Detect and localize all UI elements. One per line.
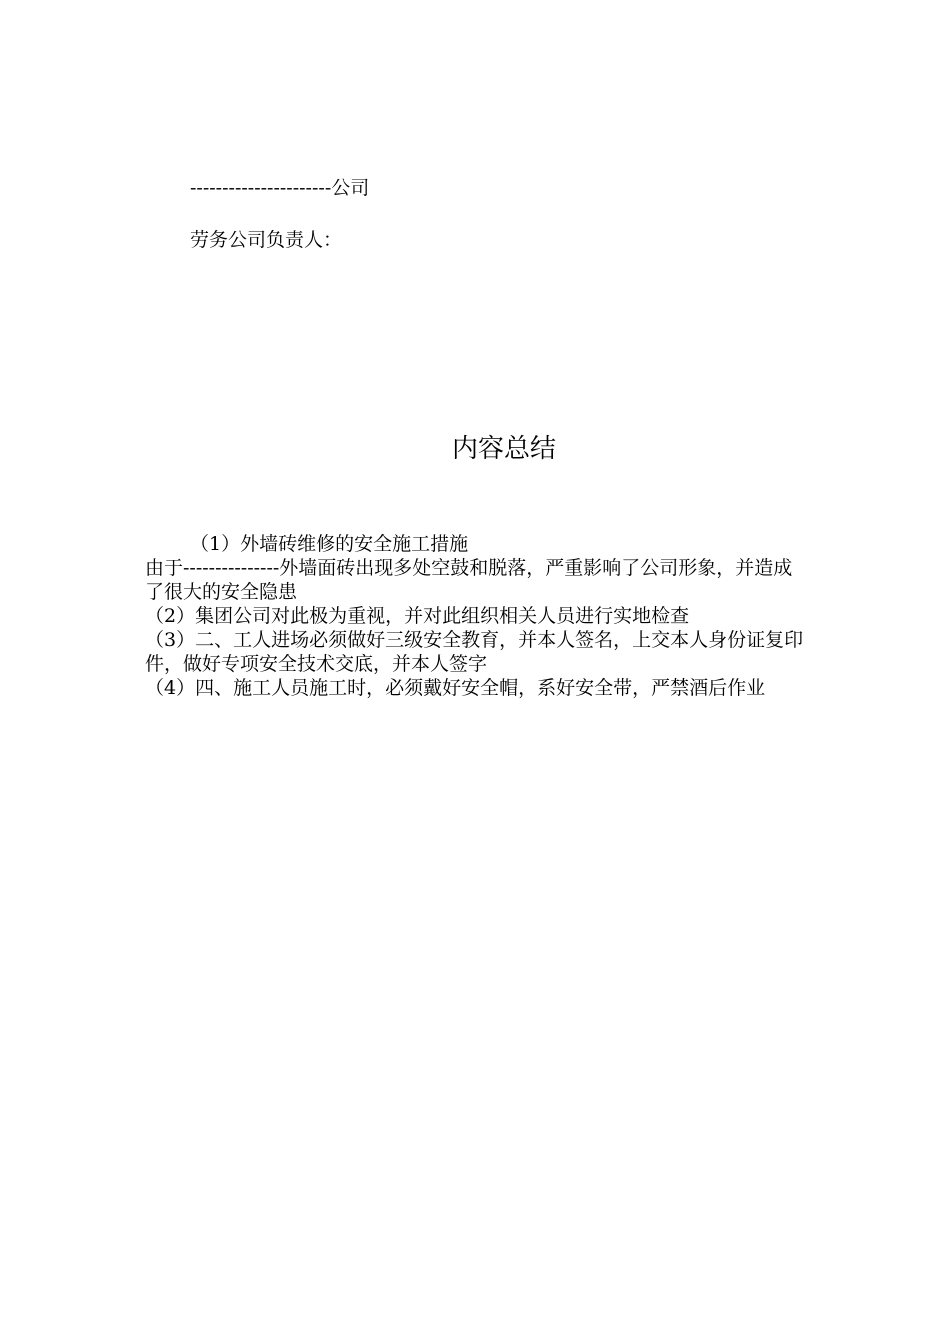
summary-item: （4）四、施工人员施工时，必须戴好安全帽，系好安全带，严禁酒后作业 — [145, 677, 766, 699]
company-line: ----------------------公司 — [190, 177, 370, 199]
summary-item: （3）二、工人进场必须做好三级安全教育，并本人签名，上交本人身份证复印件，做好专项安全技术交底，并本人签字 — [145, 629, 804, 675]
summary-body — [145, 532, 805, 700]
summary-item: （2）集团公司对此极为重视，并对此组织相关人员进行实地检查 — [145, 605, 690, 627]
summary-item: （1）外墙砖维修的安全施工措施 — [190, 533, 469, 555]
summary-item: 由于---------------外墙面砖出现多处空鼓和脱落，严重影响了公司形象，并造成了很大的安全隐患 — [145, 557, 793, 603]
summary-title: 内容总结 — [451, 434, 556, 464]
labor-company-head-label: 劳务公司负责人： — [190, 229, 343, 251]
